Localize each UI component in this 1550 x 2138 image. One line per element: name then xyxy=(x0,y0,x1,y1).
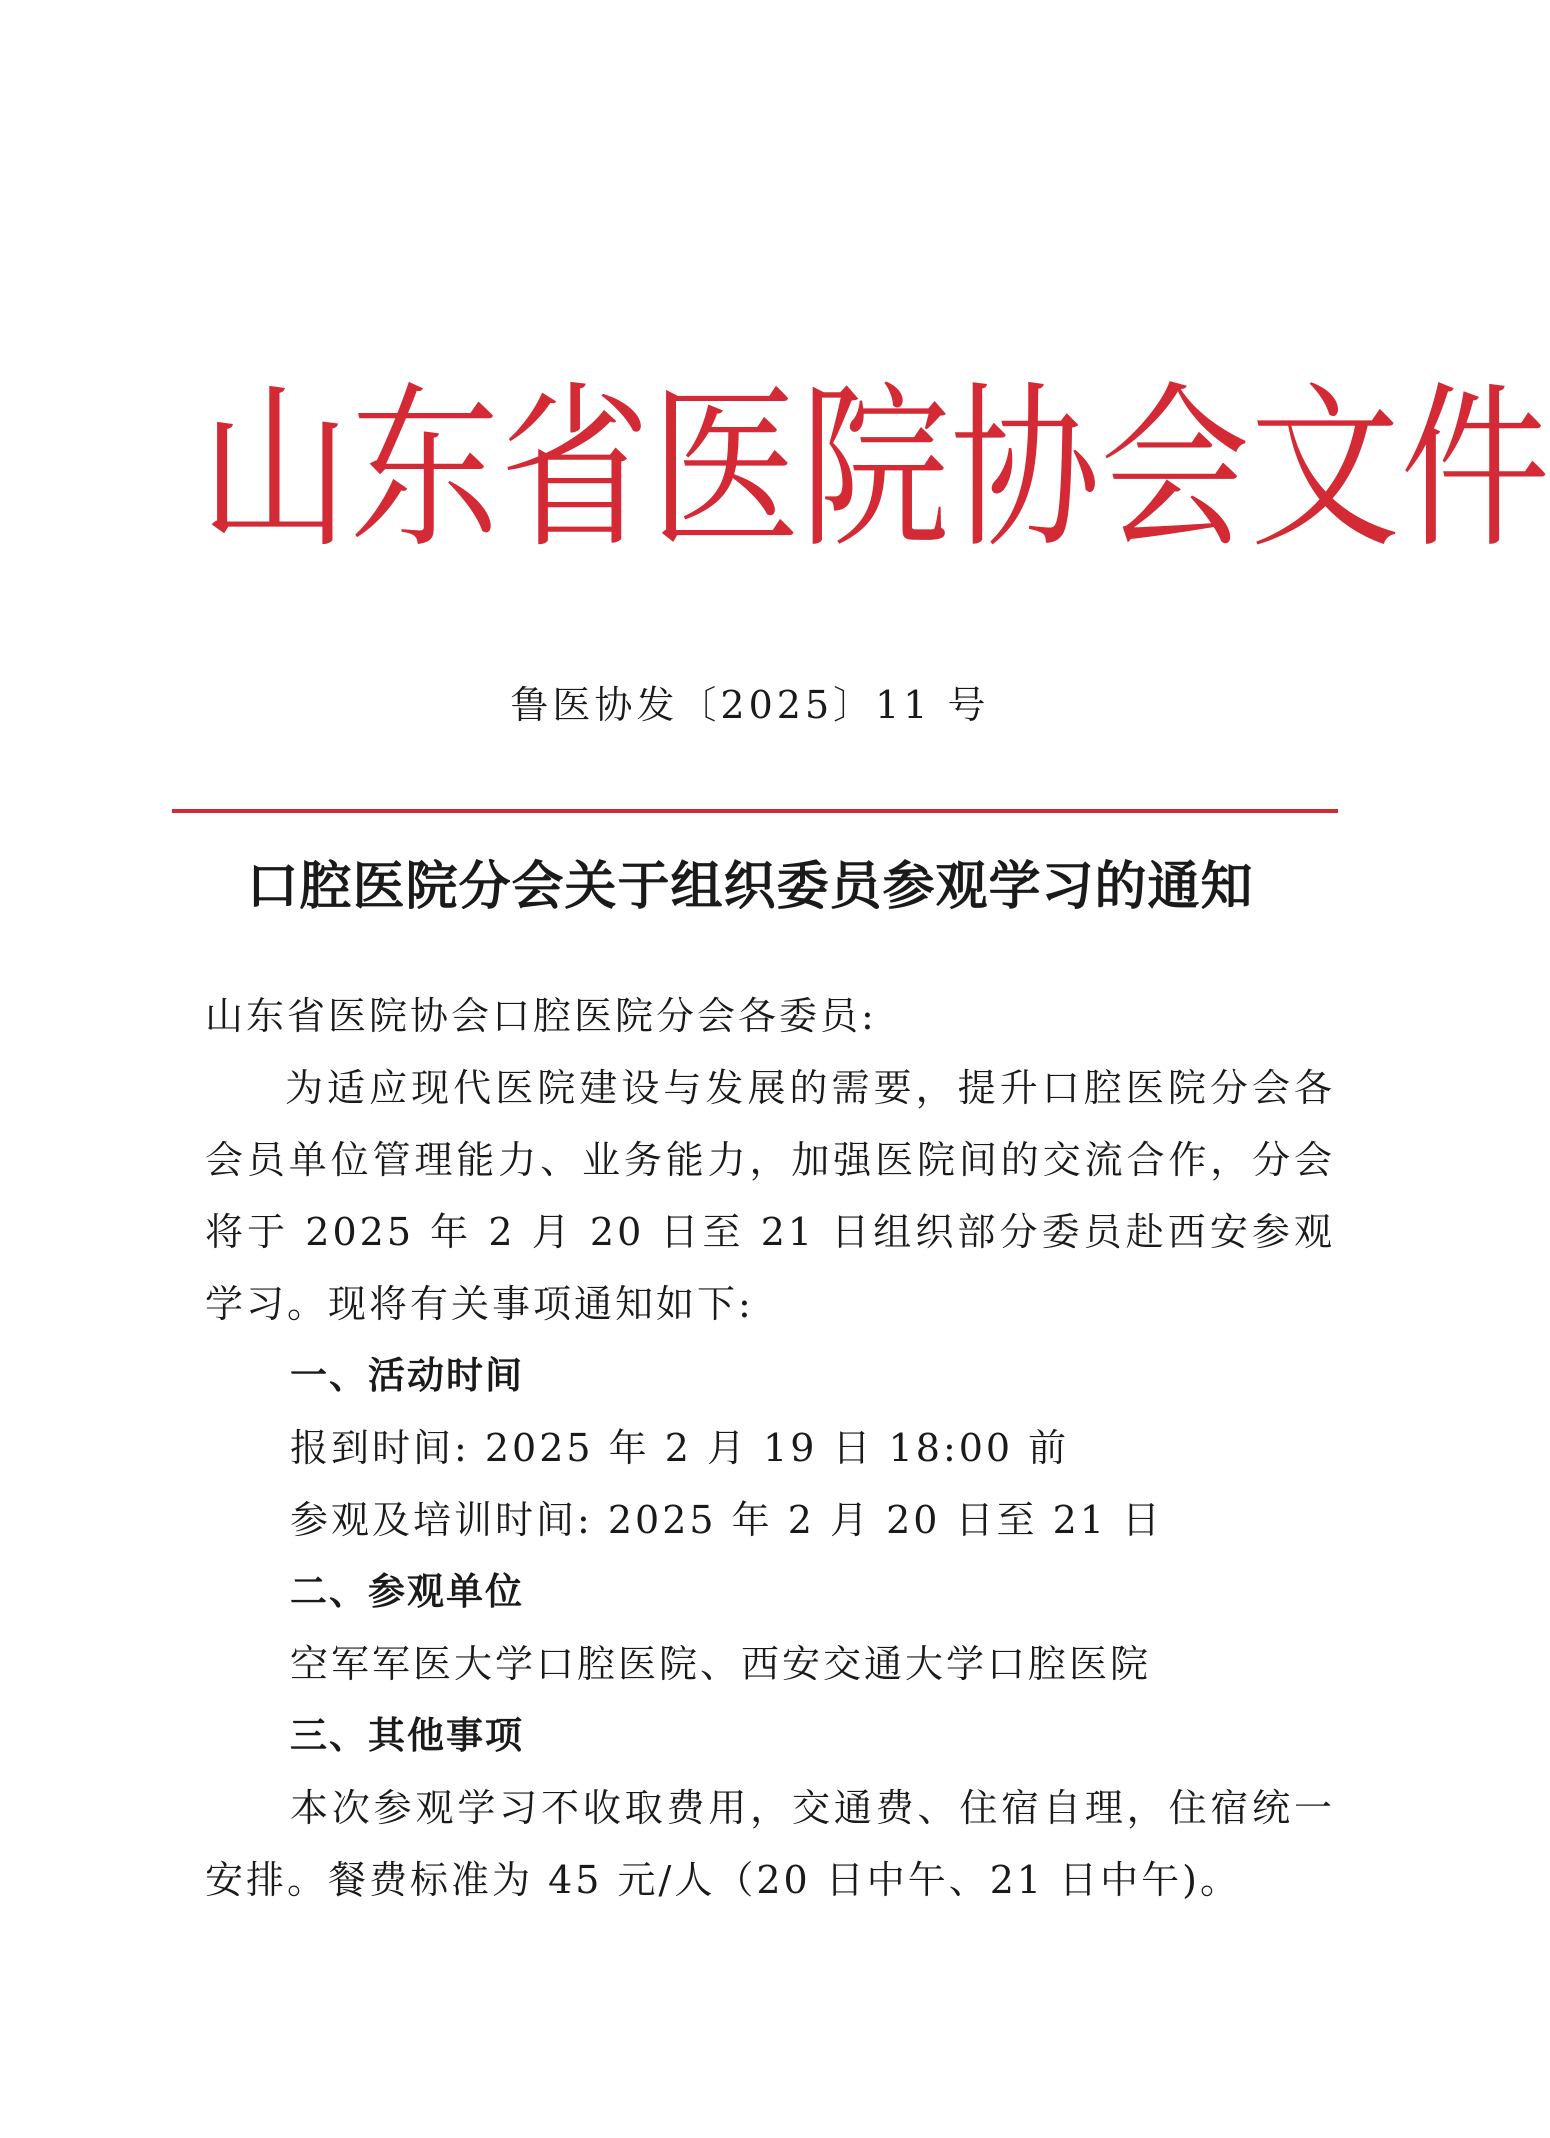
registration-time: 报到时间: 2025 年 2 月 19 日 18:00 前 xyxy=(290,1426,1070,1470)
red-divider-line xyxy=(172,809,1338,813)
masthead-char: 省 xyxy=(500,367,651,573)
masthead-char: 会 xyxy=(1100,367,1251,573)
masthead-char: 医 xyxy=(650,367,801,573)
masthead-title xyxy=(200,352,1550,588)
document-number: 鲁医协发〔2025〕11 号 xyxy=(510,683,990,727)
document-title: 口腔医院分会关于组织委员参观学习的通知 xyxy=(246,857,1254,917)
other-matters-paragraph: 本次参观学习不收取费用，交通费、住宿自理，住宿统一安排。餐费标准为 45 元/人（20 日中午、21 日中午)。 xyxy=(205,1786,1335,1902)
salutation: 山东省医院协会口腔医院分会各委员: xyxy=(205,994,877,1038)
intro-paragraph: 为适应现代医院建设与发展的需要，提升口腔医院分会各会员单位管理能力、业务能力，加强医院间的交流合作，分会将于 2025 年 2 月 20 日至 21 日组织部分委员赴西安参观学习。现将有关事项通知如下: xyxy=(205,1066,1335,1326)
training-time: 参观及培训时间: 2025 年 2 月 20 日至 21 日 xyxy=(290,1498,1164,1542)
masthead-char: 东 xyxy=(350,367,501,573)
section-heading-units: 二、参观单位 xyxy=(290,1570,524,1613)
section-heading-time: 一、活动时间 xyxy=(290,1354,524,1397)
masthead-char: 院 xyxy=(800,367,951,573)
masthead-char: 山 xyxy=(200,367,351,573)
masthead-char: 协 xyxy=(950,367,1101,573)
section-heading-other: 三、其他事项 xyxy=(290,1714,524,1757)
masthead-char: 文 xyxy=(1250,367,1401,573)
visit-units: 空军军医大学口腔医院、西安交通大学口腔医院 xyxy=(290,1642,1152,1686)
masthead-char: 件 xyxy=(1400,367,1550,573)
